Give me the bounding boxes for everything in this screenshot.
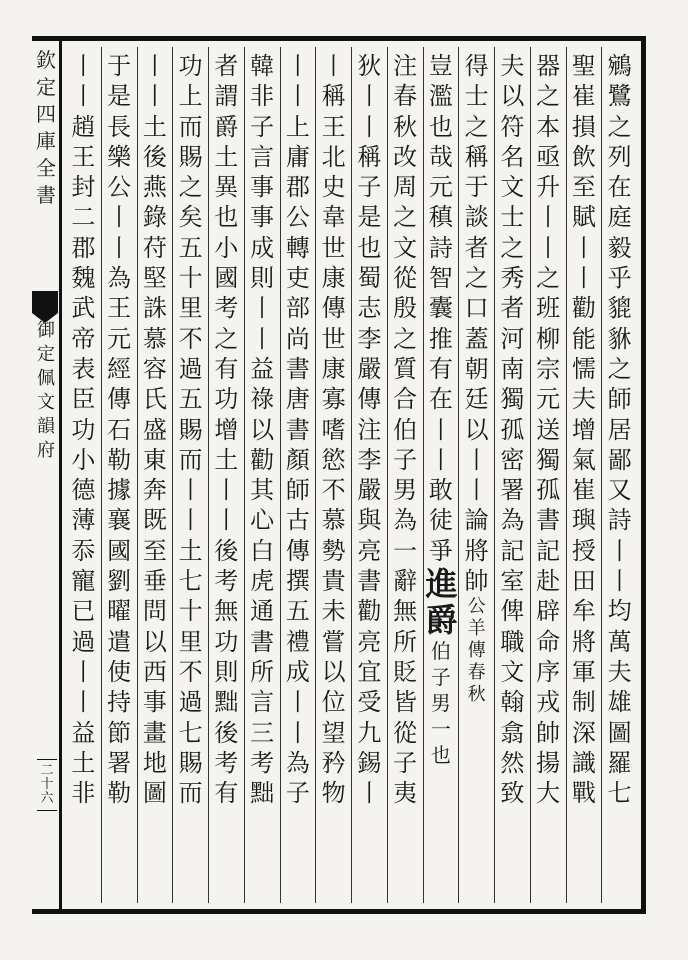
text-column-1: 鵷鷺之列在庭毅乎貔貅之師居鄙又詩丨丨均萬夫雄圖羅七 xyxy=(601,47,637,903)
text-column-12: 者謂爵土異也小國考之有功增土丨丨後考無功則黜後考有 xyxy=(208,47,244,903)
page-frame xyxy=(32,36,646,914)
book-title: 御定佩文韻府 xyxy=(37,320,55,461)
text-column-6 xyxy=(423,47,459,903)
text-column-5-body: 得士之稱于談者之口蓋朝廷以丨丨論將帥 xyxy=(464,52,489,596)
heading-prefix: 公羊傳春秋 xyxy=(467,596,486,706)
text-column-15: 于是長樂公丨丨為王元經傳石勒據襄國劉曜遣使持節署勒 xyxy=(101,47,137,903)
text-column-5 xyxy=(458,47,494,903)
folio-number: 二十六 xyxy=(37,759,57,811)
text-column-7: 注春秋改周之文從殷之質合伯子男為一辭無所貶皆從子夷 xyxy=(387,47,423,903)
text-column-8: 狄丨丨稱子是也蜀志李嚴傳注李嚴與亮書勸亮宜受九錫丨 xyxy=(351,47,387,903)
text-column-9: 丨稱王北史韋世康傳世康寡嗜慾不慕勢貴未嘗以位望矜物 xyxy=(315,47,351,903)
text-column-14: 丨丨土後燕錄苻堅誅慕容氏盛東奔既至垂問以西事畫地圖 xyxy=(137,47,173,903)
text-column-2: 聖崔損飲至賦丨丨勸能懦夫增氣崔璵授田牟將軍制深識戰 xyxy=(566,47,602,903)
entry-heading-note: 伯子男一也 xyxy=(430,639,451,768)
text-columns xyxy=(66,47,637,903)
collection-title: 欽定四庫全書 xyxy=(36,48,56,207)
text-column-11: 韓非子言事事成則丨丨益祿以勸其心白虎通書所言三考黜 xyxy=(244,47,280,903)
text-column-4: 夫以符名文士之秀者河南獨孤密署為記室俾職文翰翕然致 xyxy=(494,47,530,903)
text-column-16: 丨丨趙王封二郡魏武帝表臣功小德薄忝寵已過丨丨益土非 xyxy=(71,52,96,808)
text-column-13: 功上而賜之矣五十里不過五賜而丨丨土七十里不過七賜而 xyxy=(172,47,208,903)
text-column-10: 丨丨上庸郡公轉吏部尚書唐書顏師古傳撰五禮成丨丨為子 xyxy=(280,47,316,903)
text-column-3: 器之本亟升丨丨之班柳宗元送獨孤書記赴辟命序戎帥揚大 xyxy=(530,47,566,903)
page-margin-strip xyxy=(32,41,62,909)
fish-tail-mark xyxy=(32,291,58,313)
text-column-6-body: 豈濫也哉元稹詩智囊推有在丨丨敢徒爭 xyxy=(428,52,453,565)
entry-heading-word: 進爵 xyxy=(425,565,458,640)
